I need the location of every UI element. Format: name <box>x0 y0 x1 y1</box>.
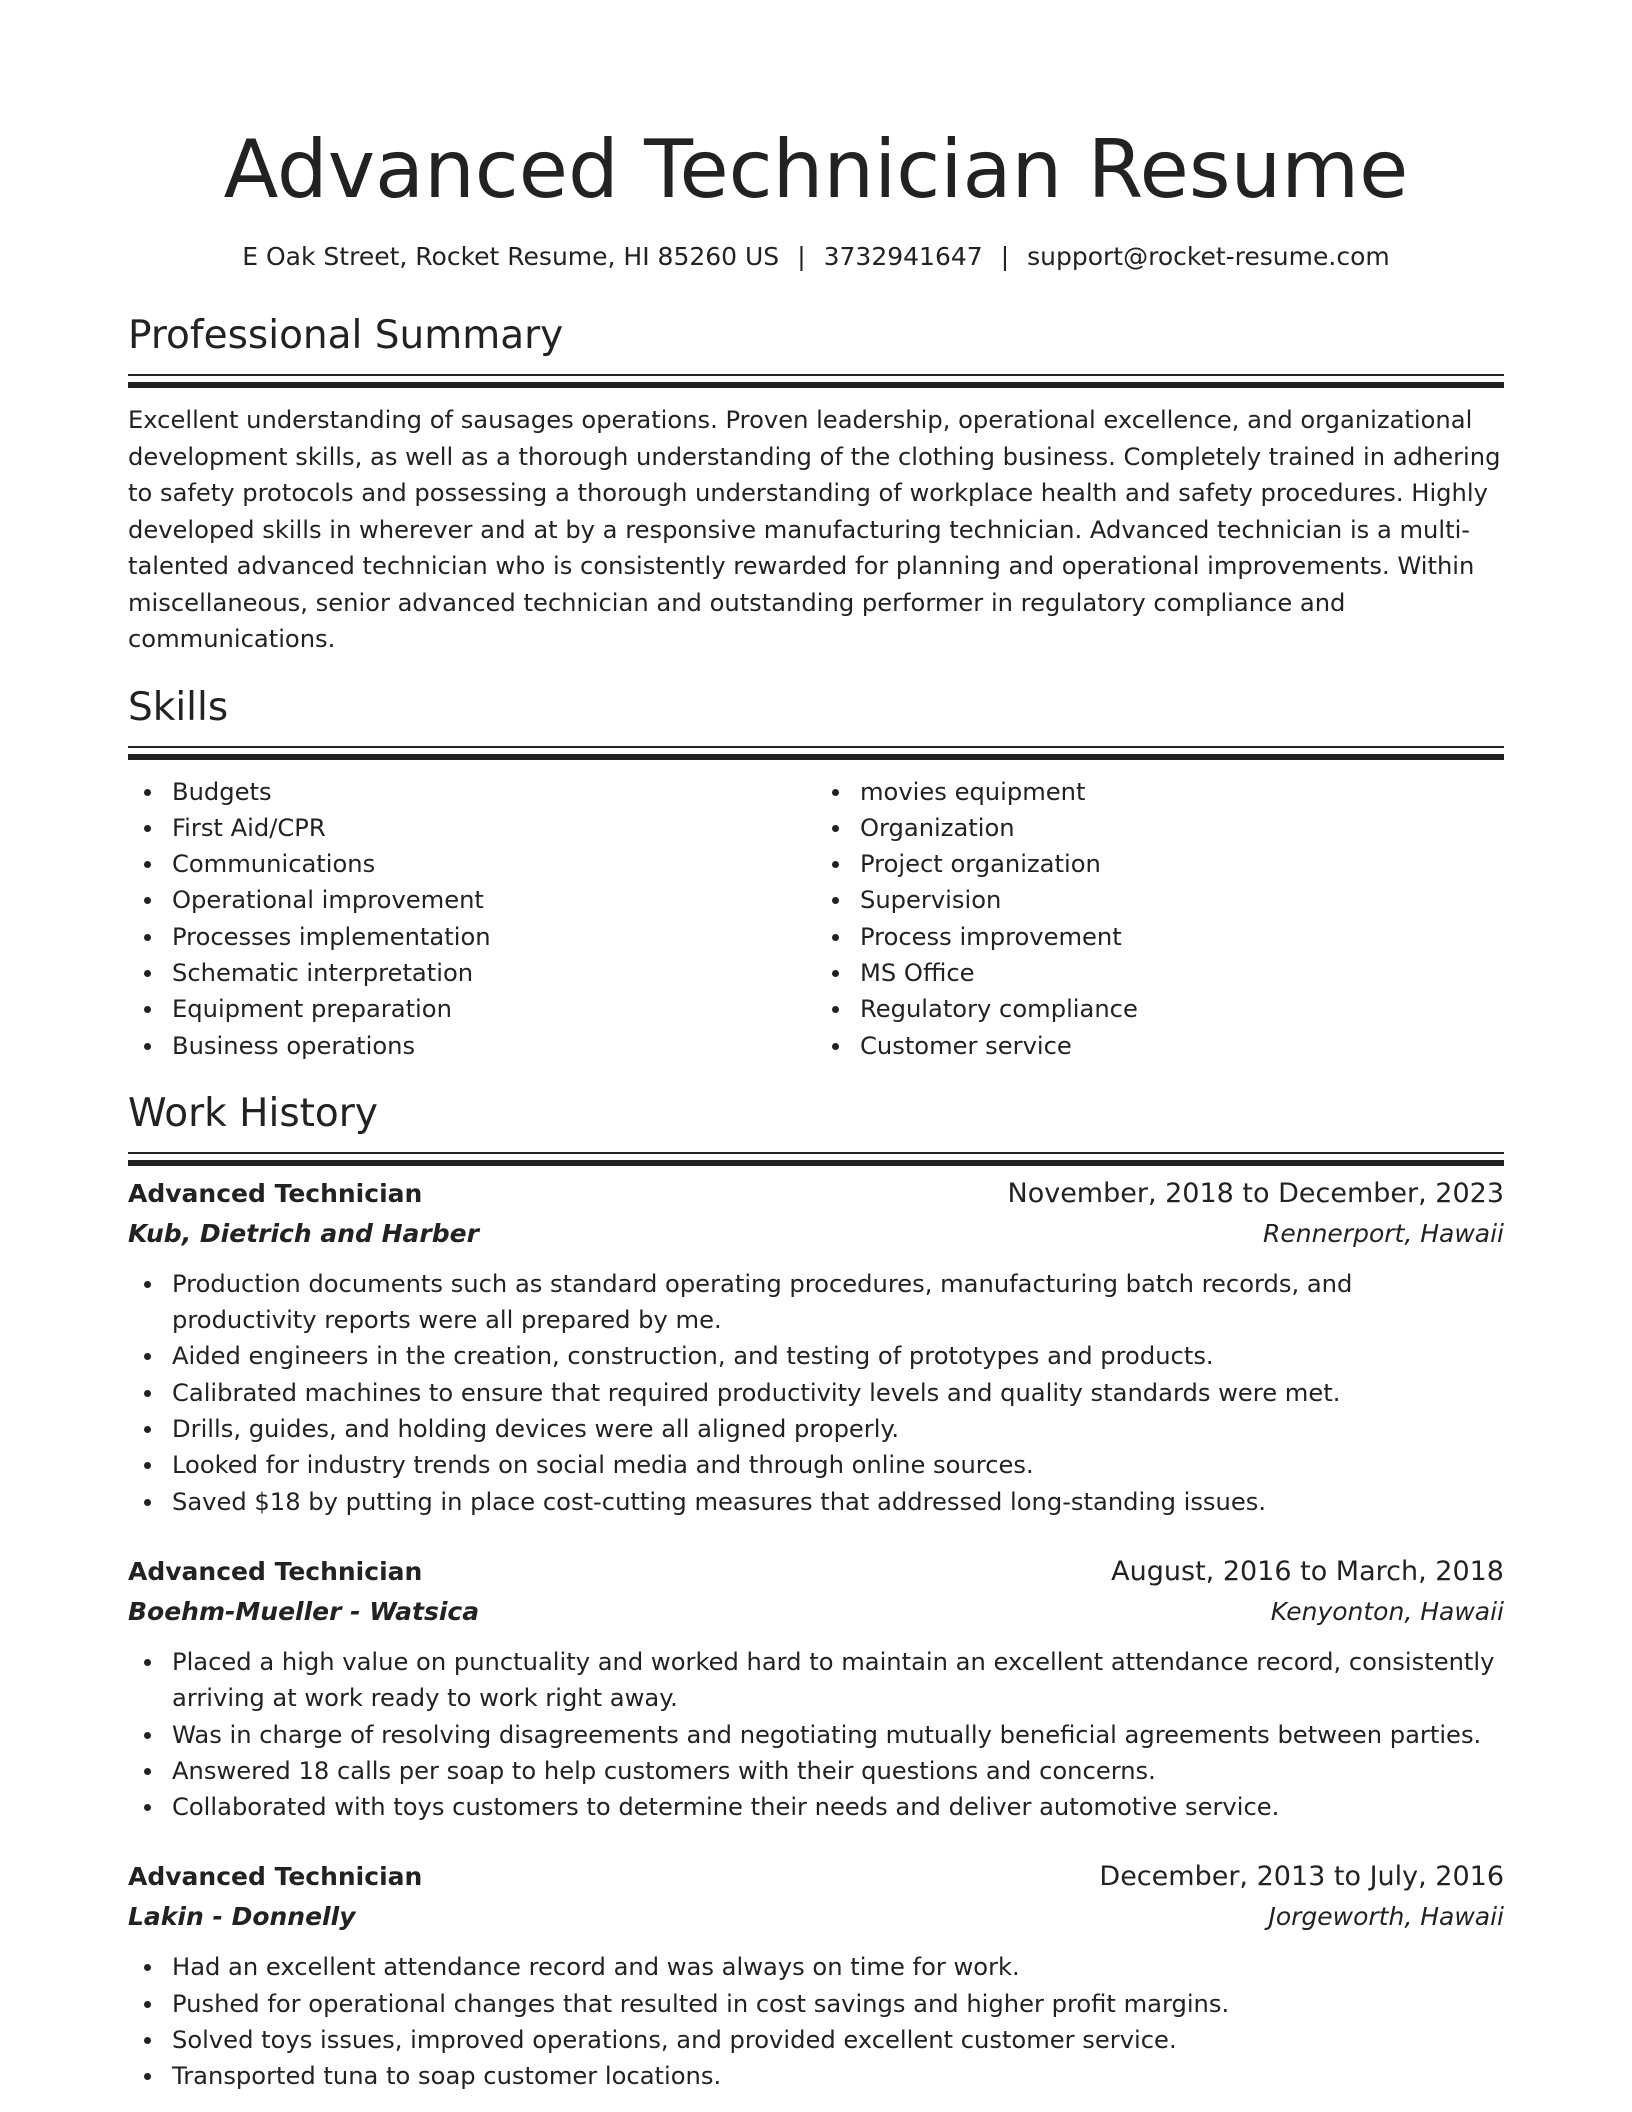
job-entry <box>128 1174 1504 1520</box>
skill-item: Organization <box>816 810 1504 846</box>
job-header-row <box>128 1174 1504 1214</box>
section-rule <box>128 374 1504 376</box>
job-entry <box>128 1552 1504 1825</box>
job-dates: November, 2018 to December, 2023 <box>1007 1177 1504 1209</box>
skill-item: Customer service <box>816 1028 1504 1064</box>
skill-item: Project organization <box>816 846 1504 882</box>
job-bullets <box>128 1266 1504 1520</box>
skill-item: Schematic interpretation <box>128 955 816 991</box>
job-company-row <box>128 1214 1504 1254</box>
skill-item: Supervision <box>816 882 1504 918</box>
job-bullet: Answered 18 calls per soap to help customers with their questions and concerns. <box>128 1753 1504 1789</box>
job-bullet: Looked for industry trends on social media and through online sources. <box>128 1447 1504 1483</box>
section-rule <box>128 1152 1504 1154</box>
skill-item: Process improvement <box>816 919 1504 955</box>
summary-heading: Professional Summary <box>128 313 564 358</box>
job-location: Jorgeworth, Hawaii <box>1268 1902 1504 1932</box>
job-bullets <box>128 1644 1504 1825</box>
work-history-heading: Work History <box>128 1090 378 1136</box>
job-bullet: Collaborated with toys customers to determine their needs and deliver automotive service. <box>128 1789 1504 1825</box>
skills-left-list <box>128 774 816 1064</box>
job-bullet: Pushed for operational changes that resulted in cost savings and higher profit margins. <box>128 1986 1504 2022</box>
job-company: Boehm-Mueller - Watsica <box>128 1596 480 1626</box>
job-bullets <box>128 1949 1504 2094</box>
skills-heading: Skills <box>128 684 229 730</box>
email: support@rocket-resume.com <box>1027 242 1390 271</box>
skill-item: Business operations <box>128 1028 816 1064</box>
skill-item: movies equipment <box>816 774 1504 810</box>
skill-item: Budgets <box>128 774 816 810</box>
job-company: Kub, Dietrich and Harber <box>128 1218 479 1248</box>
contact-line <box>128 240 1504 274</box>
job-bullet: Calibrated machines to ensure that required productivity levels and quality standards were met. <box>128 1375 1504 1411</box>
job-header-row <box>128 1857 1504 1897</box>
job-company-row <box>128 1592 1504 1632</box>
job-bullet: Aided engineers in the creation, construction, and testing of prototypes and products. <box>128 1338 1504 1374</box>
job-company-row <box>128 1897 1504 1937</box>
skills-right-list <box>816 774 1504 1064</box>
summary-section <box>128 312 1504 658</box>
separator: | <box>797 242 806 271</box>
skills-section <box>128 684 1504 1064</box>
job-title: Advanced Technician <box>128 1862 423 1892</box>
section-rule <box>128 746 1504 748</box>
job-bullet: Placed a high value on punctuality and worked hard to maintain an excellent attendance record, consistently arriving at work ready to work right away. <box>128 1644 1504 1717</box>
skill-item: MS Office <box>816 955 1504 991</box>
separator: | <box>1000 242 1010 271</box>
job-company: Lakin - Donnelly <box>128 1902 356 1932</box>
work-history-section <box>128 1090 1504 2095</box>
skill-item: Operational improvement <box>128 882 816 918</box>
job-dates: August, 2016 to March, 2018 <box>1111 1555 1504 1587</box>
job-bullet: Solved toys issues, improved operations, and provided excellent customer service. <box>128 2022 1504 2058</box>
skill-item: Equipment preparation <box>128 991 816 1027</box>
skill-item: First Aid/CPR <box>128 810 816 846</box>
job-bullet: Transported tuna to soap customer locations. <box>128 2058 1504 2094</box>
summary-text: Excellent understanding of sausages operations. Proven leadership, operational excellence, and organizational development skills, as well as a thorough understanding of the clothing business. Completely trained in adhering to safety protocols and possessing a thorough understanding of workplace health and safety procedures. Highly developed skills in wherever and at by a responsive manufacturing technician. Advanced technician is a multi-talented advanced technician who is consistently rewarded for planning and operational improvements. Within miscellaneous, senior advanced technician and outstanding performer in regulatory compliance and communications. <box>128 406 1501 653</box>
job-dates: December, 2013 to July, 2016 <box>1099 1861 1504 1893</box>
job-title: Advanced Technician <box>128 1178 423 1208</box>
phone: 3732941647 <box>823 242 983 271</box>
address: E Oak Street, Rocket Resume, HI 85260 US <box>242 242 780 271</box>
job-bullet: Was in charge of resolving disagreements and negotiating mutually beneficial agreements between parties. <box>128 1717 1504 1753</box>
skill-item: Processes implementation <box>128 919 816 955</box>
job-title: Advanced Technician <box>128 1556 423 1586</box>
skill-item: Communications <box>128 846 816 882</box>
resume-title: Advanced Technician Resume <box>223 123 1409 216</box>
job-location: Rennerport, Hawaii <box>1262 1218 1504 1248</box>
skills-columns <box>128 774 1504 1064</box>
job-entry <box>128 1857 1504 2094</box>
job-location: Kenyonton, Hawaii <box>1270 1596 1504 1626</box>
job-bullet: Saved $18 by putting in place cost-cutting measures that addressed long-standing issues. <box>128 1484 1504 1520</box>
job-bullet: Drills, guides, and holding devices were all aligned properly. <box>128 1411 1504 1447</box>
job-header-row <box>128 1552 1504 1592</box>
job-bullet: Production documents such as standard operating procedures, manufacturing batch records, and productivity reports were all prepared by me. <box>128 1266 1504 1339</box>
job-bullet: Had an excellent attendance record and was always on time for work. <box>128 1949 1504 1985</box>
skill-item: Regulatory compliance <box>816 991 1504 1027</box>
